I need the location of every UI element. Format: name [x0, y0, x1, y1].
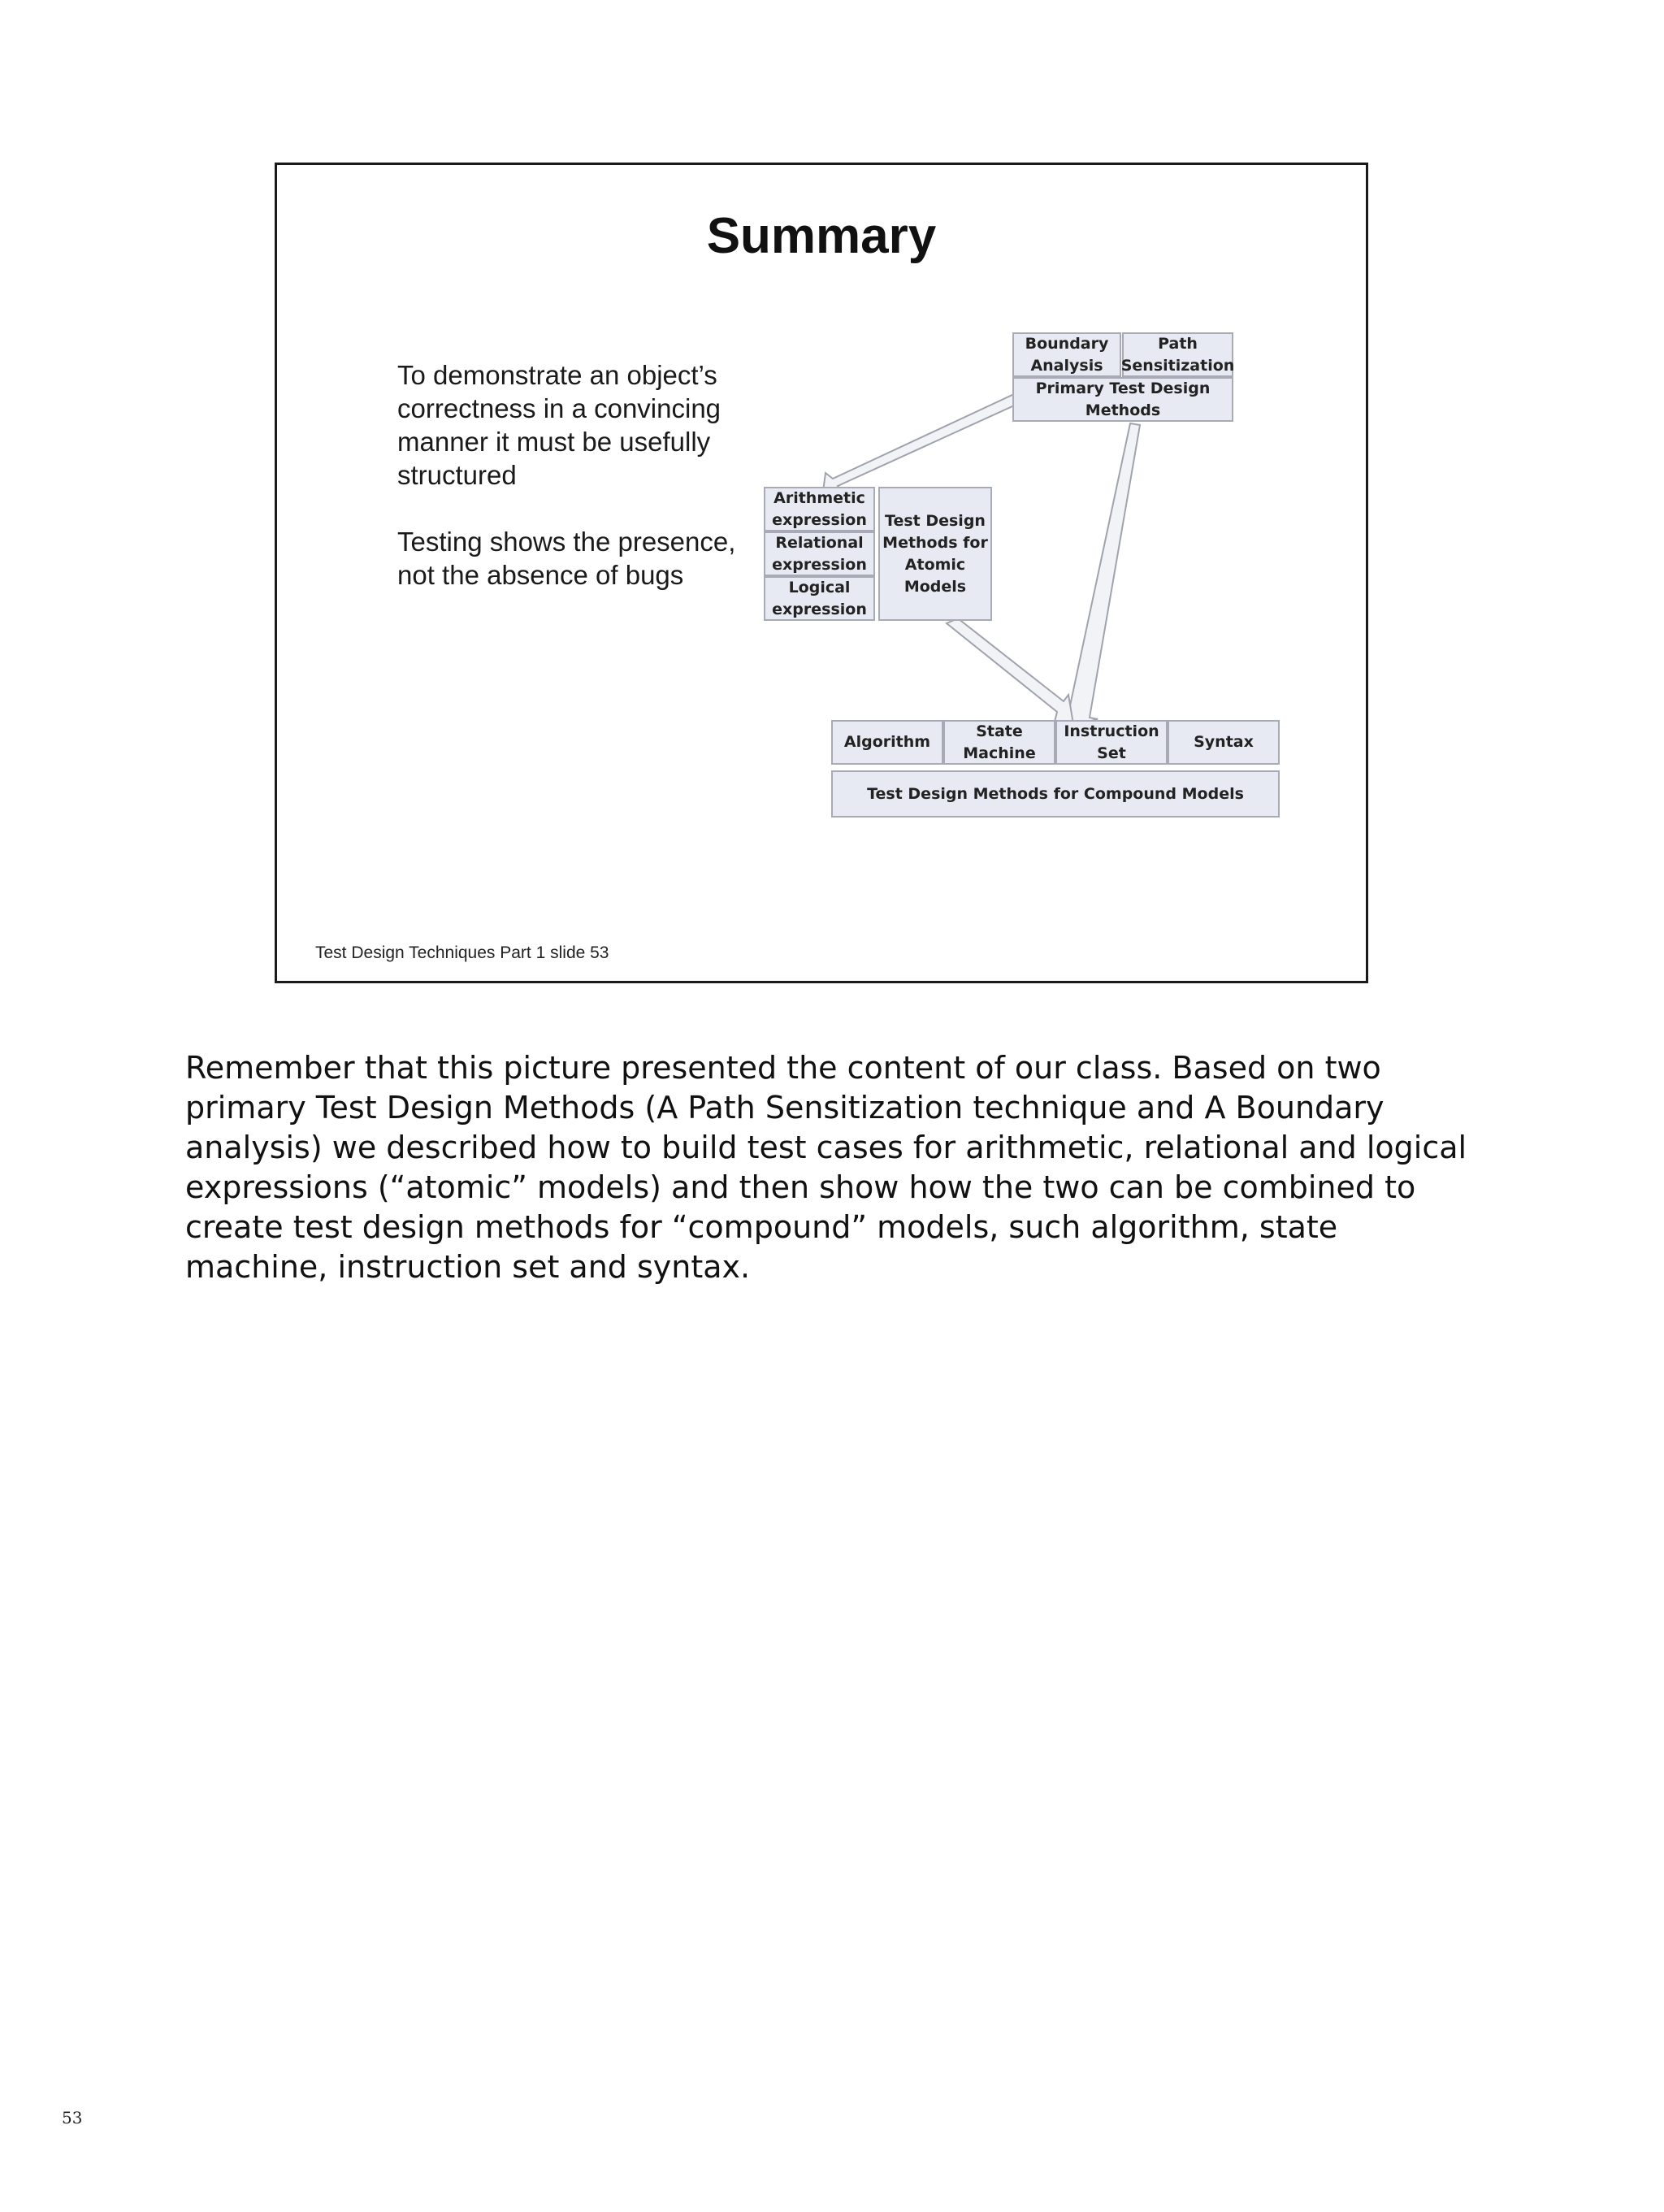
caption-paragraph: Remember that this picture presented the content of our class. Based on two primary Test Design Methods (A Path Sensitization technique and A Boundary analysis) we described how to build test cases for arithmetic, relational and logical expressions (“atomic” models) and then show how the two can be combined to create test design methods for “compound” models, such algorithm, state machine, instruction set and syntax.	[185, 1050, 1467, 1285]
slide-paragraph-2: Testing shows the presence, not the absence of bugs	[397, 527, 736, 590]
slide	[275, 163, 1368, 983]
arrow-atomic-to-compound	[947, 618, 1075, 734]
slide-title: Summary	[706, 208, 937, 264]
box-path-sensitization: Path Sensitization	[1122, 332, 1233, 377]
box-relational-expression: Relational expression	[764, 531, 875, 576]
arrow-primary-to-atomic	[823, 394, 1021, 496]
box-arithmetic-expression: Arithmetic expression	[764, 487, 875, 531]
slide-paragraph-1: To demonstrate an object’s correctness in a convincing manner it must be usefully structured	[397, 360, 722, 490]
box-logical-expression: Logical expression	[764, 576, 875, 621]
box-primary-test-design-methods: Primary Test Design Methods	[1012, 377, 1233, 422]
box-atomic-models-methods: Test Design Methods for Atomic Models	[878, 487, 992, 621]
arrow-primary-to-instruction-set	[1058, 423, 1140, 730]
methods-diagram	[277, 165, 1366, 981]
box-algorithm: Algorithm	[831, 720, 943, 765]
box-syntax: Syntax	[1168, 720, 1280, 765]
box-boundary-analysis: Boundary Analysis	[1012, 332, 1121, 377]
page-number: 53	[62, 2108, 83, 2127]
box-compound-models-methods: Test Design Methods for Compound Models	[831, 770, 1280, 818]
box-instruction-set: Instruction Set	[1055, 720, 1168, 765]
box-state-machine: State Machine	[943, 720, 1055, 765]
slide-footer: Test Design Techniques Part 1 slide 53	[315, 943, 609, 962]
